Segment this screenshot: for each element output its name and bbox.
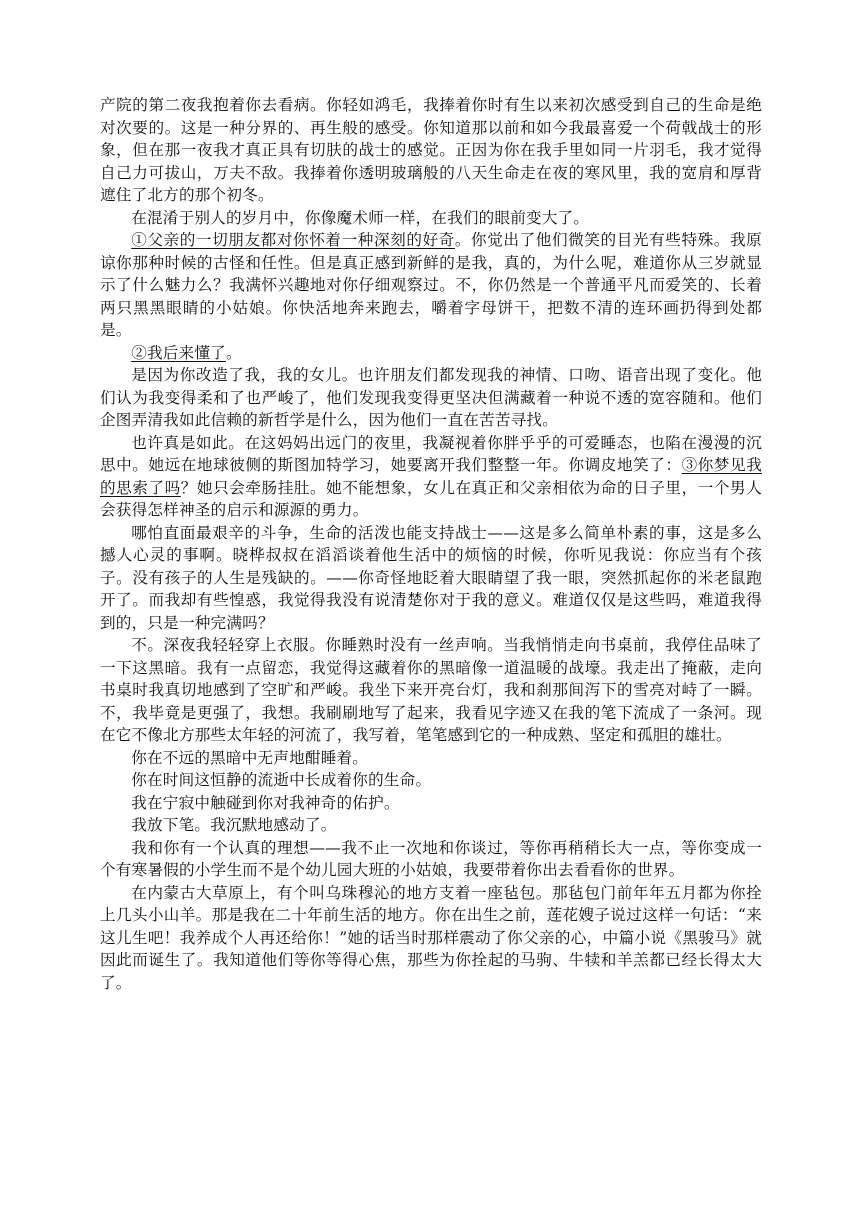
text-segment: 。你觉出了他们微笑的目光有些特殊。我原谅你那种时候的古怪和任性。但是真正感到新鲜的是我，真的，为什么呢，难道你从三岁就显示了什么魅力么？我满怀兴趣地对你仔细观察过。不，你仍然是一个普通平凡而爱笑的、长着两只黑黑眼睛的小姑娘。你快活地奔来跑去，嚼着字母饼干，把数不清的连环画扔得到处都是。 (100, 231, 762, 339)
text-segment: ？她只会牵肠挂肚。她不能想象，女儿在真正和父亲相依为命的日子里，一个男人会获得怎样神圣的启示和源源的勇力。 (100, 478, 762, 519)
paragraph (100, 747, 762, 770)
text-segment: 哪怕直面最艰辛的斗争，生命的活泼也能支持战士——这是多么简单朴素的事，这是多么撼人心灵的事啊。晓桦叔叔在滔滔谈着他生活中的烦恼的时候，你听见我说：你应当有个孩子。没有孩子的人生是残缺的。——你奇怪地眨着大眼睛望了我一眼，突然抓起你的米老鼠跑开了。而我却有些惶惑，我觉得我没有说清楚你对于我的意义。难道仅仅是这些吗，难道我得到的，只是一种完满吗？ (100, 523, 762, 632)
underlined-sentence: ③你梦见我的思索了吗 (100, 456, 762, 497)
paragraph (100, 814, 762, 837)
underlined-sentence: ②我后来懂了 (131, 343, 226, 362)
underlined-sentence: ①父亲的一切朋友都对你怀着一种深刻的好奇 (131, 231, 455, 249)
text-segment: 也许真是如此。在这妈妈出远门的夜里，我凝视着你胖乎乎的可爱睡态，也陷在漫漫的沉思中。她远在地球彼侧的斯图加特学习，她要离开我们整整一年。你调皮地笑了： (100, 433, 762, 474)
paragraph (100, 792, 762, 815)
paragraph (100, 229, 762, 342)
text-segment: 产院的第二夜我抱着你去看病。你轻如鸿毛，我捧着你时有生以来初次感受到自己的生命是绝对次要的。这是一种分界的、再生般的感受。你知道那以前和如今我最喜爱一个荷戟战士的形象，但在那一夜我才真正具有切肤的战士的感觉。正因为你在我手里如同一片羽毛，我才觉得自己力可拔山，万夫不敌。我捧着你透明玻璃般的八天生命走在夜的寒风里，我的宽肩和厚背遮住了北方的那个初冬。 (100, 96, 762, 204)
text-segment: 是因为你改造了我，我的女儿。也许朋友们都发现我的神情、口吻、语音出现了变化。他们认为我变得柔和了也严峻了，他们发现我变得更坚决但满藏着一种说不透的宽容随和。他们企图弄清我如此信赖的新哲学是什么，因为他们一直在苦苦寻找。 (100, 366, 762, 429)
paragraph (100, 522, 762, 635)
text-segment: 你在时间这恒静的流逝中长成着你的生命。 (131, 771, 432, 789)
paragraph (100, 432, 762, 522)
paragraph (100, 207, 762, 230)
text-segment: 。 (225, 343, 242, 362)
paragraph (100, 882, 762, 995)
text-segment: 在混淆于别人的岁月中，你像魔术师一样，在我们的眼前变大了。 (131, 208, 590, 227)
paragraph (100, 342, 762, 365)
paragraph (100, 364, 762, 432)
text-segment: 我和你有一个认真的理想——我不止一次地和你谈过，等你再稍稍长大一点，等你变成一个有寒暑假的小学生而不是个幼儿园大班的小姑娘，我要带着你出去看看你的世界。 (100, 838, 762, 879)
text-segment: 你在不远的黑暗中无声地酣睡着。 (131, 748, 369, 767)
article-body (100, 94, 762, 994)
text-segment: 我放下笔。我沉默地感动了。 (131, 816, 337, 834)
text-segment: 不。深夜我轻轻穿上衣服。你睡熟时没有一丝声响。当我悄悄走向书桌前，我停住品味了一下这黑暗。我有一点留恋，我觉得这藏着你的黑暗像一道温暖的战壕。我走出了掩蔽，走向书桌时我真切地感到了空旷和严峻。我坐下来开亮台灯，我和刹那间泻下的雪亮对峙了一瞬。不，我毕竟是更强了，我想。我刷刷地写了起来，我看见字迹又在我的笔下流成了一条河。现在它不像北方那些太年轻的河流了，我写着，笔笔感到它的一种成熟、坚定和孤胆的雄壮。 (100, 636, 762, 744)
paragraph (100, 94, 762, 207)
text-segment: 在内蒙古大草原上，有个叫乌珠穆沁的地方支着一座毡包。那毡包门前年年五月都为你拴上几头小山羊。那是我在二十年前生活的地方。你在出生之前，莲花嫂子说过这样一句话：“来这儿生吧！我养成个人再还给你！”她的话当时那样震动了你父亲的心，中篇小说《黑骏马》就因此而诞生了。我知道他们等你等得心焦，那些为你拴起的马驹、牛犊和羊羔都已经长得太大了。 (100, 883, 762, 992)
paragraph (100, 837, 762, 882)
paragraph (100, 769, 762, 792)
text-segment: 我在宁寂中触碰到你对我神奇的佑护。 (131, 793, 400, 812)
paragraph (100, 634, 762, 747)
